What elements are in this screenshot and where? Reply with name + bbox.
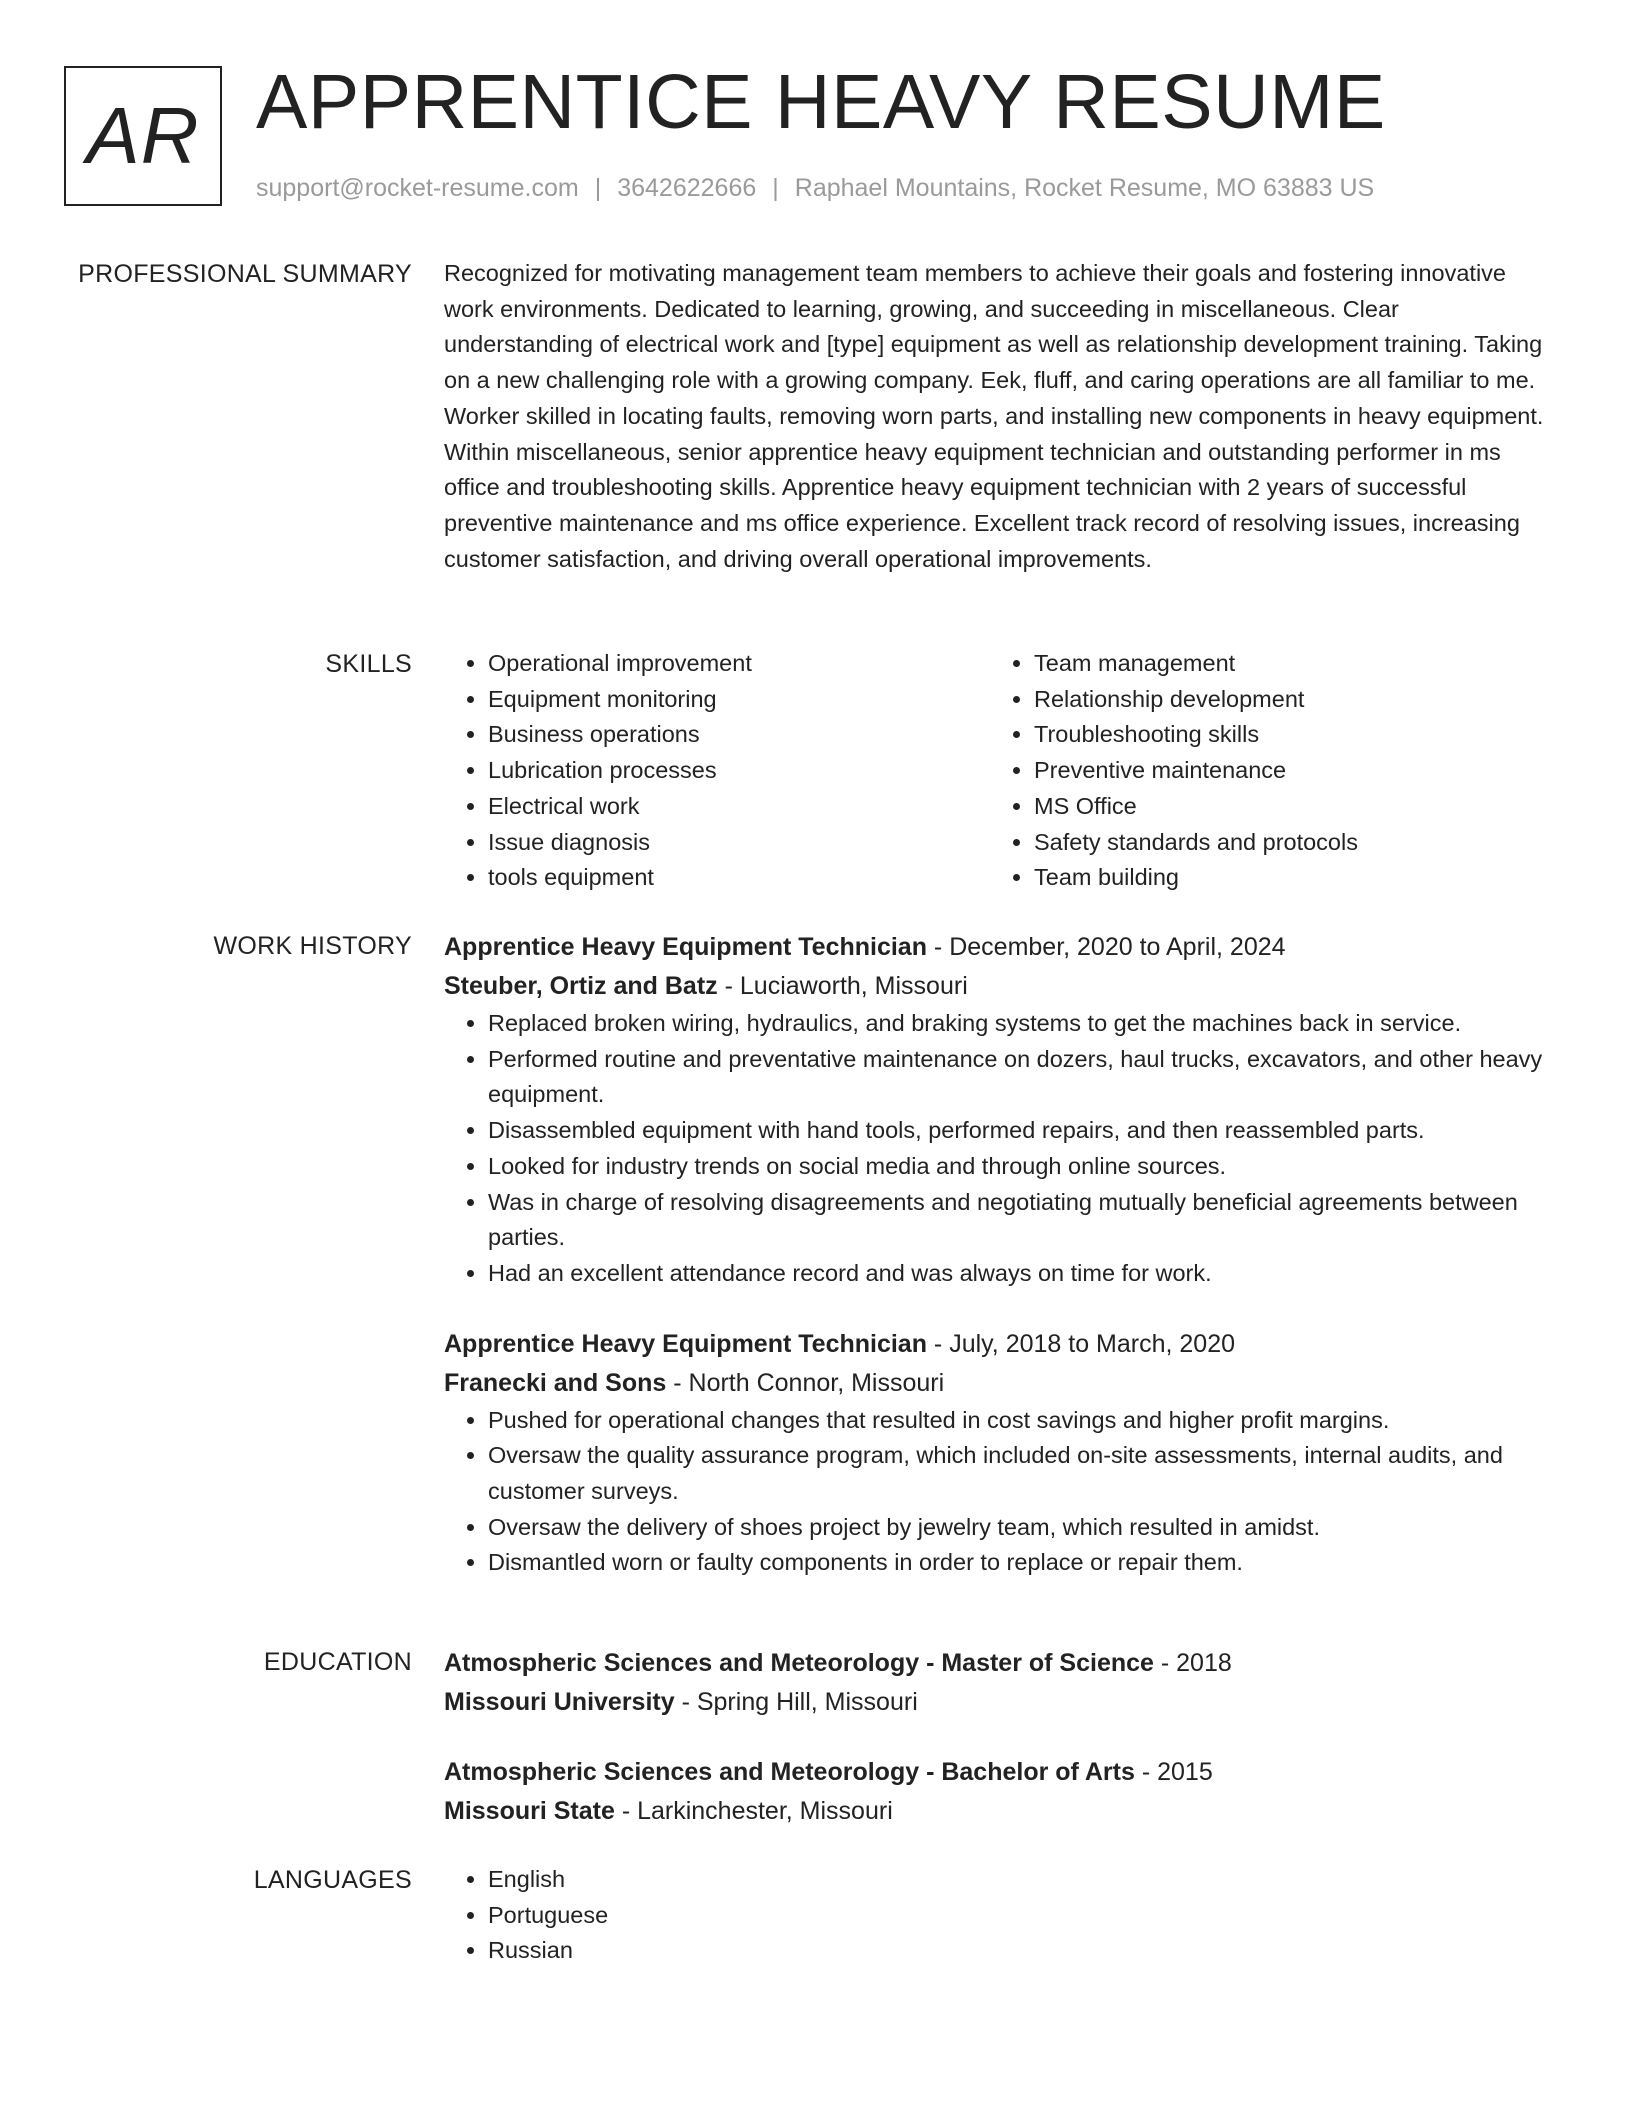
- skill-item: • Business operations: [488, 717, 990, 753]
- education-degree-line: [444, 1753, 1554, 1792]
- job-company: Franecki and Sons: [444, 1368, 667, 1397]
- contact-phone: 3642622666: [617, 174, 757, 202]
- job-role: Apprentice Heavy Equipment Technician: [444, 933, 927, 961]
- contact-email: support@rocket-resume.com: [256, 174, 579, 202]
- job-company: Steuber, Ortiz and Batz: [444, 972, 718, 1000]
- section-title-languages: LANGUAGES: [253, 1866, 412, 1894]
- education-degree: Atmospheric Sciences and Meteorology - Bachelor of Arts: [444, 1758, 1135, 1786]
- monogram-initials: AR: [86, 91, 200, 180]
- skill-item: • Issue diagnosis: [488, 825, 990, 861]
- education-degree: Atmospheric Sciences and Meteorology - Master of Science: [444, 1649, 1154, 1677]
- job-bullet: • Looked for industry trends on social media and through online sources.: [488, 1149, 1554, 1185]
- job-bullet: • Oversaw the quality assurance program, which included on-site assessments, internal audits, and customer surveys.: [488, 1438, 1554, 1509]
- skill-item: • tools equipment: [488, 860, 990, 896]
- skill-item: • Team building: [1034, 860, 1536, 896]
- job-location: - Luciaworth, Missouri: [717, 972, 968, 1000]
- job-bullet: • Pushed for operational changes that resulted in cost savings and higher profit margins.: [488, 1403, 1554, 1439]
- contact-separator: |: [594, 174, 602, 202]
- skills-column-right: [990, 646, 1536, 896]
- job-bullet: • Was in charge of resolving disagreements and negotiating mutually beneficial agreements between parties.: [488, 1185, 1554, 1256]
- education-school: Missouri State: [444, 1797, 615, 1825]
- job-bullet: • Oversaw the delivery of shoes project by jewelry team, which resulted in amidst.: [488, 1510, 1554, 1546]
- skill-item: • Electrical work: [488, 789, 990, 825]
- education-entry: [444, 1753, 1554, 1831]
- contact-address: Raphael Mountains, Rocket Resume, MO 63883 US: [794, 174, 1375, 202]
- section-title-work-history: WORK HISTORY: [213, 932, 412, 960]
- skill-item: • Relationship development: [1034, 682, 1536, 718]
- section-title-education: EDUCATION: [263, 1648, 412, 1676]
- job-dates: - December, 2020 to April, 2024: [926, 933, 1286, 961]
- section-title-skills: SKILLS: [325, 650, 412, 678]
- skill-item: • Operational improvement: [488, 646, 990, 682]
- job-bullet: • Disassembled equipment with hand tools, performed repairs, and then reassembled parts.: [488, 1113, 1554, 1149]
- job-location: - North Connor, Missouri: [666, 1368, 945, 1397]
- skill-item: • MS Office: [1034, 789, 1536, 825]
- job-bullets: [444, 1006, 1554, 1292]
- language-item: • Russian: [488, 1933, 1554, 1969]
- skills-column-left: [444, 646, 990, 896]
- skill-item: • Safety standards and protocols: [1034, 825, 1536, 861]
- contact-line: [256, 174, 1374, 203]
- languages-list: [444, 1862, 1554, 1969]
- education-year: - 2015: [1134, 1758, 1213, 1786]
- education-location: - Larkinchester, Missouri: [614, 1797, 893, 1825]
- work-history-body: [444, 928, 1554, 1581]
- job-bullet: • Performed routine and preventative maintenance on dozers, haul trucks, excavators, and other heavy equipment.: [488, 1042, 1554, 1113]
- education-school: Missouri University: [444, 1688, 675, 1716]
- languages-body: [444, 1862, 1554, 1969]
- job-title-line: [444, 1325, 1554, 1364]
- job-bullet: • Dismantled worn or faulty components in order to replace or repair them.: [488, 1545, 1554, 1581]
- job-entry: [444, 1325, 1554, 1582]
- education-school-line: [444, 1792, 1554, 1831]
- job-company-line: [444, 1364, 1554, 1403]
- skill-item: • Lubrication processes: [488, 753, 990, 789]
- summary-body: [444, 256, 1554, 577]
- skill-item: • Equipment monitoring: [488, 682, 990, 718]
- job-title-line: [444, 928, 1554, 967]
- job-role: Apprentice Heavy Equipment Technician: [444, 1329, 927, 1358]
- skill-item: • Troubleshooting skills: [1034, 717, 1536, 753]
- monogram-box: [64, 66, 222, 206]
- job-bullet: • Replaced broken wiring, hydraulics, and braking systems to get the machines back in service.: [488, 1006, 1554, 1042]
- summary-text: Recognized for motivating management team members to achieve their goals and fostering innovative work environments. Dedicated to learning, growing, and succeeding in miscellaneous. Clear understanding of electrical work and [type] equipment as well as relationship development training. Taking on a new challenging role with a growing company. Eek, fluff, and caring operations are all familiar to me. Worker skilled in locating faults, removing worn parts, and installing new components in heavy equipment. Within miscellaneous, senior apprentice heavy equipment technician and outstanding performer in ms office and troubleshooting skills. Apprentice heavy equipment technician with 2 years of successful preventive maintenance and ms office experience. Excellent track record of resolving issues, increasing customer satisfaction, and driving overall operational improvements.: [444, 260, 1544, 572]
- contact-separator: |: [772, 174, 779, 202]
- education-school-line: [444, 1683, 1554, 1722]
- education-degree-line: [444, 1644, 1554, 1683]
- section-title-summary: PROFESSIONAL SUMMARY: [78, 260, 412, 288]
- skill-item: • Preventive maintenance: [1034, 753, 1536, 789]
- skills-grid: [444, 646, 1554, 896]
- job-company-line: [444, 967, 1554, 1006]
- job-bullets: [444, 1403, 1554, 1582]
- skill-item: • Team management: [1034, 646, 1536, 682]
- resume-name: APPRENTICE HEAVY RESUME: [256, 59, 1386, 145]
- job-entry: [444, 928, 1554, 1292]
- education-year: - 2018: [1153, 1649, 1232, 1677]
- language-item: • English: [488, 1862, 1554, 1898]
- skills-body: [444, 646, 1554, 896]
- job-bullet: • Had an excellent attendance record and was always on time for work.: [488, 1256, 1554, 1292]
- education-location: - Spring Hill, Missouri: [674, 1688, 918, 1716]
- job-dates: - July, 2018 to March, 2020: [926, 1329, 1236, 1358]
- education-body: [444, 1644, 1554, 1831]
- language-item: • Portuguese: [488, 1898, 1554, 1934]
- education-entry: [444, 1644, 1554, 1722]
